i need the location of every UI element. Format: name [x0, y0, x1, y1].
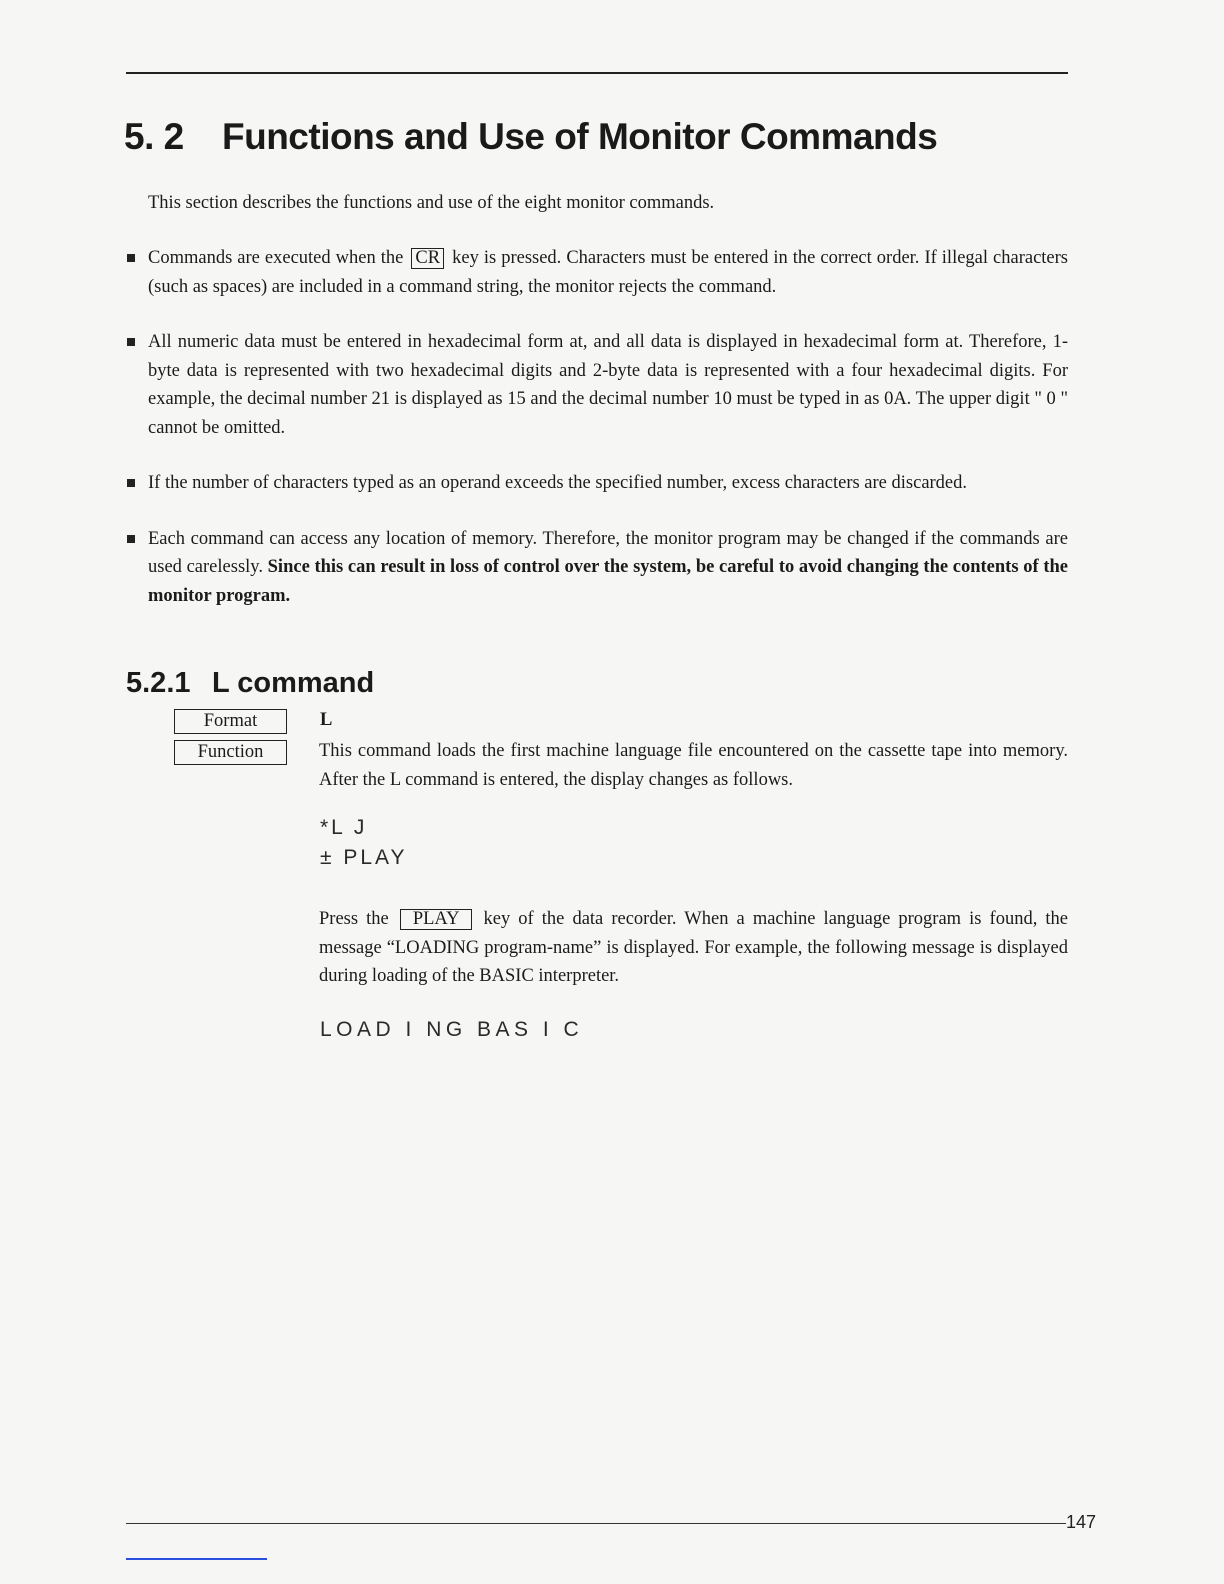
- format-label: Format: [174, 709, 287, 734]
- bullet-square-icon: [127, 254, 135, 262]
- bullet-4-warning: Since this can result in loss of control over the system, be careful to avoid changing the contents of the monitor program.: [148, 557, 1068, 606]
- section-title: Functions and Use of Monitor Commands: [222, 116, 938, 157]
- section-heading: [124, 116, 937, 158]
- display-line-loading: LOAD I NG BAS I C: [320, 1018, 584, 1041]
- play-key: PLAY: [400, 909, 473, 930]
- bullet-item-2: [126, 328, 1068, 442]
- bullet-list: [126, 244, 1068, 637]
- bullet-square-icon: [127, 535, 135, 543]
- bullet-1-before: Commands are executed when the: [148, 248, 404, 268]
- function-description: This command loads the first machine language file encountered on the cassette tape into memory. After the L command is entered, the display changes as follows.: [319, 741, 1068, 790]
- bottom-rule: [126, 1523, 1066, 1524]
- subsection-heading: [126, 667, 374, 700]
- play-before: Press the: [319, 909, 389, 929]
- cr-key: CR: [411, 248, 444, 269]
- bullet-4-text: Each command can access any location of memory. Therefore, the monitor program may be changed if the commands are used carelessly.: [148, 528, 1068, 577]
- bullet-square-icon: [127, 479, 135, 487]
- bullet-2-text: All numeric data must be entered in hexadecimal form at, and all data is displayed in hexadecimal form at. Therefore, 1-byte data is represented with two hexadecimal digits and 2-byte data is represented with a four hexadecimal digits. For example, the decimal number 21 is displayed as 15 and the decimal number 10 must be typed in as 0A. The upper digit " 0 " cannot be omitted.: [148, 332, 1068, 438]
- subsection-title: L command: [212, 667, 375, 699]
- play-paragraph: [319, 905, 1068, 991]
- function-label: Function: [174, 740, 287, 765]
- bullet-item-1: [126, 244, 1068, 301]
- bullet-item-3: [126, 469, 1068, 498]
- display-line-play: ± PLAY: [320, 846, 408, 869]
- bullet-item-4: [126, 525, 1068, 611]
- section-number: 5. 2: [124, 116, 184, 157]
- display-line-command: *L J: [320, 816, 368, 839]
- format-value: L: [320, 710, 333, 730]
- page-number: 147: [1066, 1512, 1097, 1532]
- intro-text: This section describes the functions and use of the eight monitor commands.: [148, 193, 715, 213]
- blue-underline: [126, 1558, 267, 1560]
- top-rule: [126, 72, 1068, 74]
- play-after: key of the data recorder. When a machine language program is found, the message “LOADING program-name” is displayed. For example, the following message is displayed during loading of the BASIC interpreter.: [319, 909, 1069, 986]
- subsection-number: 5.2.1: [126, 667, 191, 699]
- bullet-3-text: If the number of characters typed as an operand exceeds the specified number, excess characters are discarded.: [148, 473, 968, 493]
- bullet-1-after: key is pressed. Characters must be entered in the correct order. If illegal characters (such as spaces) are included in a command string, the monitor rejects the command.: [148, 248, 1069, 297]
- bullet-square-icon: [127, 338, 135, 346]
